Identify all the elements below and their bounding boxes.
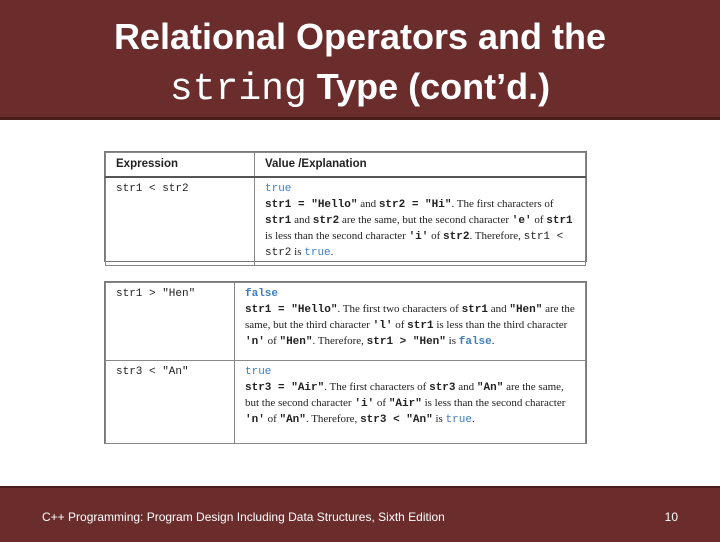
page-number: 10 <box>664 510 678 524</box>
code-token: "Hello" <box>311 199 358 211</box>
code-token: 'i' <box>354 398 375 410</box>
code-token: "Hello" <box>291 304 338 316</box>
text-token: are the same, but the second character <box>339 214 512 226</box>
code-token: "An" <box>476 382 504 394</box>
comparison-table-2 <box>104 281 587 444</box>
text-token: is <box>445 335 459 347</box>
result-value: false <box>245 288 279 300</box>
expression-cell: str3 < "An" <box>106 361 235 444</box>
text-token: of <box>374 397 389 409</box>
text-token: . <box>471 413 475 425</box>
code-token: 'n' <box>245 336 265 348</box>
result-value: true <box>245 366 272 378</box>
text-token: . The first characters of <box>451 198 554 210</box>
slide-title-line1: Relational Operators and the <box>113 16 607 57</box>
text-token: . <box>330 246 334 258</box>
text-token: of <box>531 214 547 226</box>
title-line2-rest: Type (cont’d.) <box>306 66 551 107</box>
title-bar <box>0 0 720 120</box>
text-token: is less than the second character <box>265 230 409 242</box>
code-token: "An" <box>279 414 306 426</box>
title-code-word: string <box>169 68 307 111</box>
explanation-cell <box>255 177 586 266</box>
code-token: 'e' <box>511 215 532 227</box>
text-token: are the same, but the third character <box>245 303 575 331</box>
explanation-cell <box>235 283 586 361</box>
code-token: str1 > "Hen" <box>366 336 446 348</box>
code-token: str1 <box>461 304 488 316</box>
code-token: "Hen" <box>279 336 313 348</box>
code-token: "Hi" <box>425 199 452 211</box>
code-token: 'l' <box>372 320 393 332</box>
text-token: of <box>264 413 280 425</box>
text-token: is less than the second character <box>421 397 566 409</box>
text-token: and <box>291 214 313 226</box>
text-token: and <box>455 381 477 393</box>
text-token: . Therefore, <box>312 335 367 347</box>
text-token: of <box>392 319 408 331</box>
expression-cell: str1 > "Hen" <box>106 283 235 361</box>
text-token: and <box>357 198 379 210</box>
text-token: . The first two characters of <box>337 303 462 315</box>
footer-bar <box>0 486 720 542</box>
code-token: str1 <box>265 215 292 227</box>
result-value: true <box>265 183 292 195</box>
table-row <box>106 361 586 444</box>
text-token: . The first characters of <box>324 381 430 393</box>
text-token: is less than the third character <box>433 319 568 331</box>
code-token: "Air" <box>291 382 325 394</box>
text-token: and <box>487 303 510 315</box>
code-token: 'n' <box>245 414 265 426</box>
text-token: . Therefore, <box>469 230 524 242</box>
code-token: str2 <box>312 215 340 227</box>
code-token: = <box>271 304 292 316</box>
expression-cell: str1 < str2 <box>106 177 255 266</box>
text-token: is <box>432 413 446 425</box>
header-value-explanation: Value /Explanation <box>255 153 586 178</box>
code-token: = <box>291 199 312 211</box>
table-row <box>106 177 586 266</box>
code-token: = <box>271 382 292 394</box>
explanation-cell <box>235 361 586 444</box>
code-token: str1 <box>546 215 573 227</box>
code-token: "Air" <box>388 398 422 410</box>
text-token: of <box>428 230 444 242</box>
code-token: str3 <box>245 382 272 394</box>
code-token: false <box>458 336 492 348</box>
code-token: str3 < "An" <box>360 414 433 426</box>
code-token: "Hen" <box>509 304 543 316</box>
code-token: str1 < str2 <box>265 231 564 259</box>
code-token: true <box>445 414 472 426</box>
comparison-table-1 <box>104 151 587 262</box>
code-token: str2 <box>443 231 470 243</box>
text-token: are the same, but the second character <box>245 381 564 409</box>
code-token: = <box>405 199 426 211</box>
code-token: str1 <box>245 304 272 316</box>
table-header-row <box>106 153 586 178</box>
table-row <box>106 283 586 361</box>
header-expression: Expression <box>106 153 255 178</box>
code-token: str3 <box>429 382 456 394</box>
code-token: str2 <box>378 199 406 211</box>
footer-book-title: C++ Programming: Program Design Including Data Structures, Sixth Edition <box>42 510 445 524</box>
code-token: str1 <box>407 320 434 332</box>
slide-title-line2 <box>0 66 720 111</box>
text-token: . <box>491 335 495 347</box>
code-token: true <box>304 247 331 259</box>
code-token: str1 <box>265 199 292 211</box>
text-token: of <box>264 335 280 347</box>
code-token: 'i' <box>408 231 429 243</box>
text-token: is <box>291 246 305 258</box>
text-token: . Therefore, <box>305 413 361 425</box>
